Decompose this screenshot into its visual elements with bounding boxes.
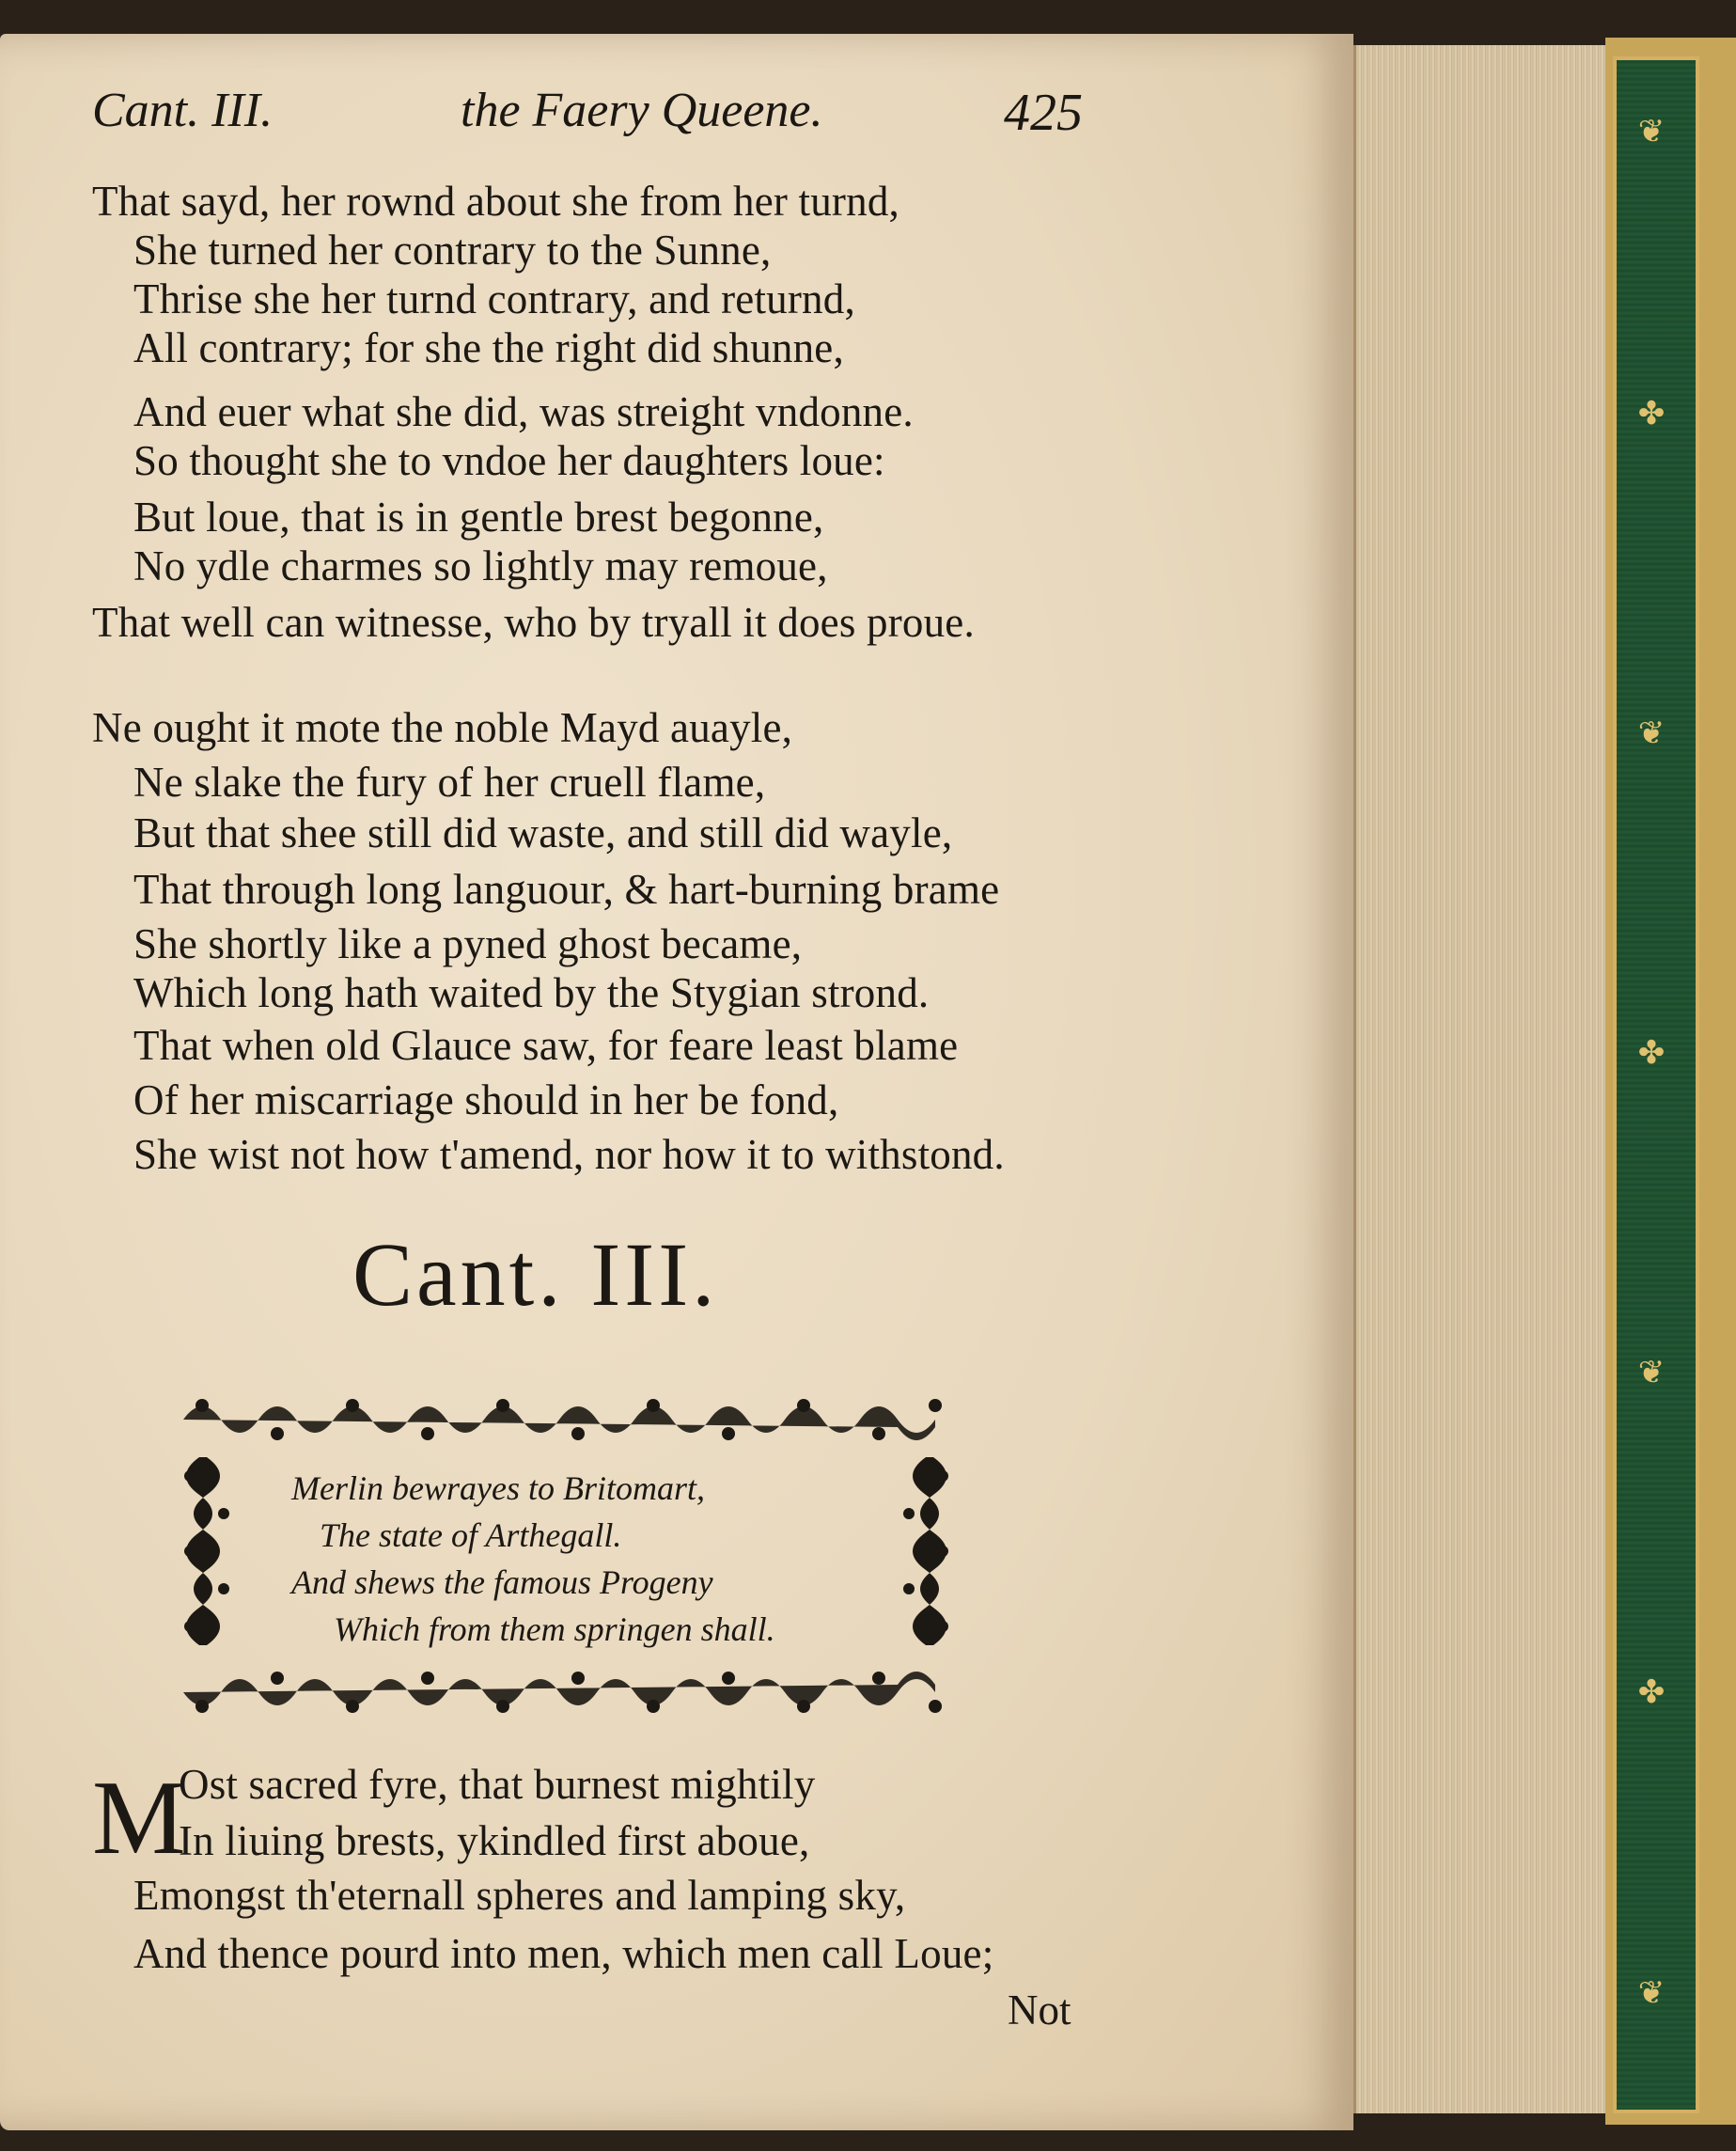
page-edges [1353, 45, 1608, 2113]
verse-line: That through long languour, & hart-burning brame [133, 866, 1000, 913]
woodcut-border-right-icon [898, 1452, 954, 1659]
cover-panel [1613, 56, 1699, 2113]
argument-line: Merlin bewrayes to Britomart, [291, 1469, 705, 1507]
gilt-ornament-icon: ✤ [1637, 1673, 1666, 1711]
gilt-ornament-icon: ❦ [1637, 1354, 1666, 1391]
verse-line: And euer what she did, was streight vndonne. [133, 388, 914, 435]
gilt-ornament-icon: ❦ [1637, 113, 1666, 150]
verse-line: Emongst th'eternall spheres and lamping sky, [133, 1872, 906, 1919]
verse-line: But loue, that is in gentle brest begonne, [133, 494, 824, 541]
argument-line: And shews the famous Progeny [291, 1563, 713, 1601]
running-head-title: the Faery Queene. [461, 84, 823, 137]
catchword: Not [1008, 1986, 1071, 2033]
gilt-ornament-icon: ✤ [1637, 1034, 1666, 1072]
gilt-ornament-icon: ❦ [1637, 1974, 1666, 2012]
running-head-canto: Cant. III. [92, 84, 274, 137]
verse-line: She shortly like a pyned ghost became, [133, 920, 803, 967]
woodcut-border-top-icon [179, 1391, 954, 1448]
woodcut-border-left-icon [179, 1452, 235, 1659]
verse-line: Which long hath waited by the Stygian strond. [133, 969, 930, 1016]
verse-line: Ne ought it mote the noble Mayd auayle, [92, 704, 793, 751]
verse-line: Thrise she her turnd contrary, and returnd, [133, 275, 855, 322]
verse-line: That well can witnesse, who by tryall it does proue. [92, 599, 975, 646]
gilt-ornament-icon: ❦ [1637, 714, 1666, 752]
verse-line: That when old Glauce saw, for feare least blame [133, 1022, 959, 1069]
gilt-ornament-icon: ✤ [1637, 395, 1666, 432]
canto-heading: Cant. III. [352, 1224, 719, 1325]
verse-line: And thence pourd into men, which men call Loue; [133, 1930, 994, 1977]
argument-box [179, 1391, 954, 1725]
verse-line: She wist not how t'amend, nor how it to withstond. [133, 1131, 1005, 1178]
argument-line: The state of Arthegall. [320, 1516, 622, 1554]
verse-line: No ydle charmes so lightly may remoue, [133, 542, 828, 589]
verse-line: In liuing brests, ykindled first aboue, [179, 1817, 810, 1864]
verse-line: Ne slake the fury of her cruell flame, [133, 759, 766, 806]
folio-number: 425 [1004, 84, 1083, 142]
verse-line: That sayd, her rownd about she from her turnd, [92, 178, 899, 225]
argument-line: Which from them springen shall. [334, 1610, 775, 1648]
woodcut-border-bottom-icon [179, 1664, 954, 1720]
verse-line: But that shee still did waste, and still did wayle, [133, 809, 953, 856]
verse-line: So thought she to vndoe her daughters loue: [133, 437, 885, 484]
verse-line: All contrary; for she the right did shunne, [133, 324, 844, 371]
verse-line: Ost sacred fyre, that burnest mightily [179, 1761, 816, 1808]
verse-line: Of her miscarriage should in her be fond, [133, 1076, 839, 1123]
drop-capital: M [92, 1760, 186, 1876]
verse-line: She turned her contrary to the Sunne, [133, 227, 772, 274]
